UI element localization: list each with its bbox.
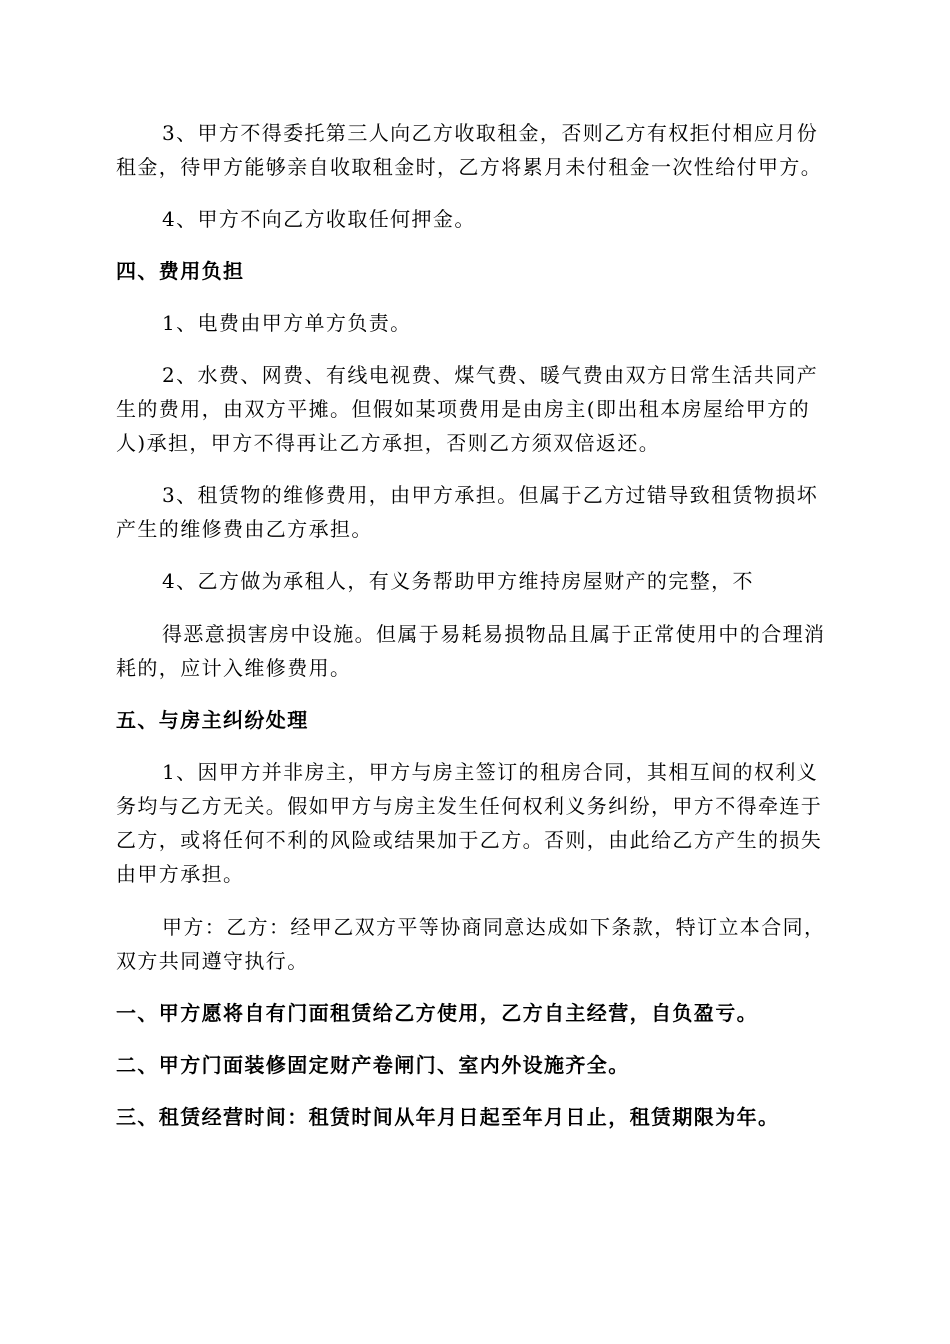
article-3-heading: 三、租赁经营时间：租赁时间从年月日起至年月日止，租赁期限为年。 (116, 1105, 780, 1129)
document-body (116, 116, 836, 1134)
fee-clause-3-paragraph: 3、租赁物的维修费用，由甲方承担。但属于乙方过错导致租赁物损坏产生的维修费由乙方承担。 (116, 483, 819, 541)
fee-clause-4-paragraph: 4、乙方做为承租人，有义务帮助甲方维持房屋财产的完整，不 (162, 569, 754, 593)
article-2-heading: 二、甲方门面装修固定财产卷闸门、室内外设施齐全。 (116, 1053, 630, 1077)
dispute-clause-1-paragraph: 1、因甲方并非房主，甲方与房主签订的租房合同，其相互间的权利义务均与乙方无关。假如甲方与房主发生任何权利义务纠纷，甲方不得牵连于乙方，或将任何不利的风险或结果加于乙方。否则，由此给乙方产生的损失由甲方承担。 (116, 760, 823, 886)
parties-intro-paragraph: 甲方：乙方：经甲乙双方平等协商同意达成如下条款，特订立本合同，双方共同遵守执行。 (116, 915, 826, 973)
fee-clause-2-paragraph: 2、水费、网费、有线电视费、煤气费、暖气费由双方日常生活共同产生的费用，由双方平摊。但假如某项费用是由房主(即出租本房屋给甲方的人)承担，甲方不得再让乙方承担，否则乙方须双倍返还。 (116, 363, 819, 455)
section-heading-fees: 四、费用负担 (116, 259, 245, 283)
fee-clause-1-paragraph: 1、电费由甲方单方负责。 (162, 311, 412, 335)
section-heading-landlord-disputes: 五、与房主纠纷处理 (116, 708, 309, 732)
clause-4-paragraph: 4、甲方不向乙方收取任何押金。 (162, 207, 476, 231)
article-1-heading: 一、甲方愿将自有门面租赁给乙方使用，乙方自主经营，自负盈亏。 (116, 1001, 758, 1025)
fee-clause-4-continuation: 得恶意损害房中设施。但属于易耗易损物品且属于正常使用中的合理消耗的，应计入维修费用。 (116, 622, 826, 680)
clause-3-paragraph: 3、甲方不得委托第三人向乙方收取租金，否则乙方有权拒付相应月份租金，待甲方能够亲自收取租金时，乙方将累月未付租金一次性给付甲方。 (116, 121, 823, 179)
